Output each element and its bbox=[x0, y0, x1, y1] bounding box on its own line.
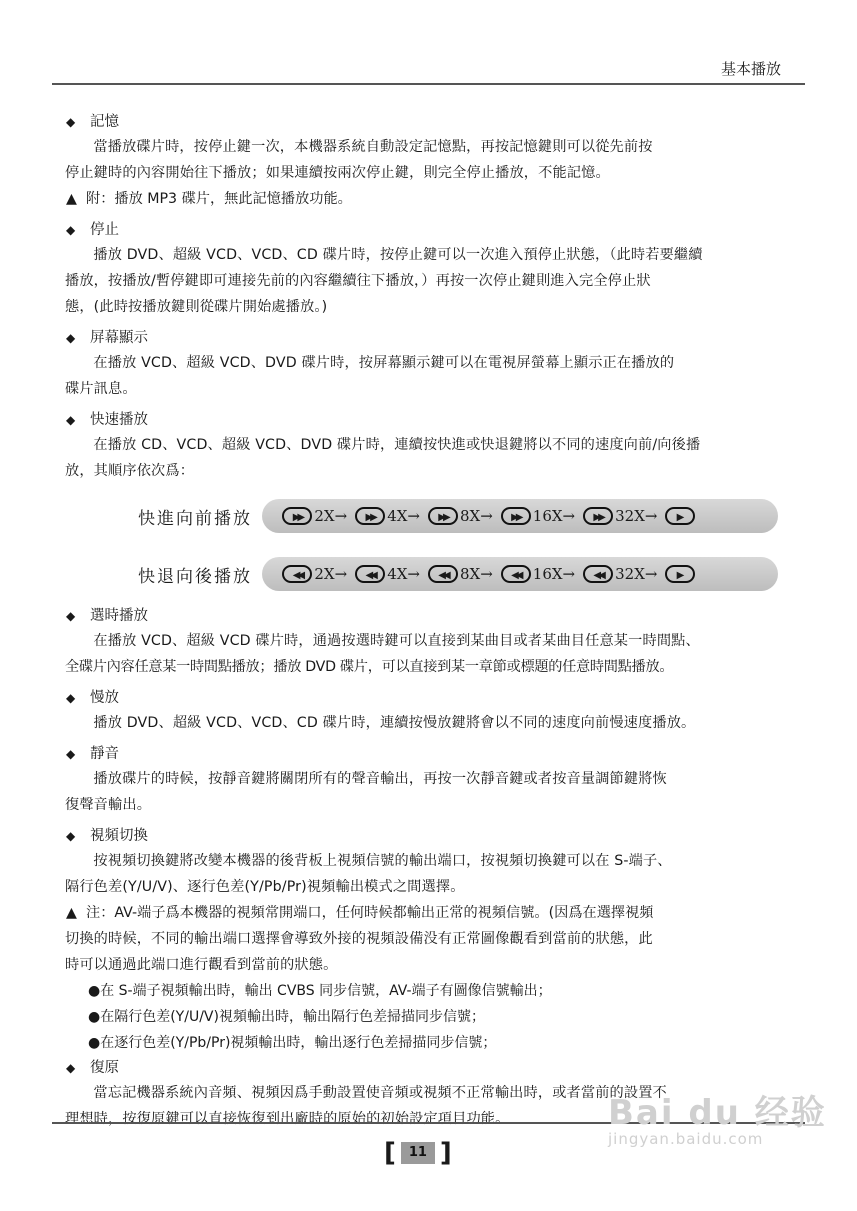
speed-value: 32X→ bbox=[615, 507, 658, 525]
diamond-bullet-icon: ◆ bbox=[66, 747, 76, 761]
play-icon: ▶ bbox=[665, 565, 695, 583]
diamond-bullet-icon: ◆ bbox=[66, 115, 76, 129]
warning-triangle-icon: ▲ bbox=[66, 191, 77, 207]
section-title-mute bbox=[66, 742, 778, 766]
fast-forward-icon: ▶▶ bbox=[428, 507, 458, 525]
speed-step bbox=[428, 565, 493, 583]
section-title-text: 視頻切換 bbox=[90, 828, 148, 844]
rewind-icon: ◀◀ bbox=[282, 565, 312, 583]
speed-value: 16X→ bbox=[532, 565, 576, 583]
section-title-text: 靜音 bbox=[90, 746, 119, 762]
fast-forward-row bbox=[138, 498, 778, 534]
section-title-stop bbox=[66, 218, 778, 242]
diamond-bullet-icon: ◆ bbox=[66, 829, 76, 843]
section-title-text: 快速播放 bbox=[90, 412, 148, 428]
speed-step bbox=[665, 507, 697, 525]
paragraph: 播放 DVD、超級 VCD、VCD、CD 碟片時，連續按慢放鍵將會以不同的速度向前慢速度播放。 bbox=[93, 715, 696, 731]
speed-value: 4X→ bbox=[387, 507, 420, 525]
list-item-text: 在隔行色差(Y/U/V)視頻輸出時，輸出隔行色差掃描同步信號； bbox=[100, 1009, 485, 1025]
diamond-bullet-icon: ◆ bbox=[66, 413, 76, 427]
paragraph: 在播放 CD、VCD、超級 VCD、DVD 碟片時，連續按快進或快退鍵將以不同的速度向前/向後播 bbox=[93, 437, 701, 453]
bullet-dot-icon: ● bbox=[88, 983, 101, 999]
page-header-title: 基本播放 bbox=[720, 60, 781, 78]
list-item bbox=[66, 1030, 778, 1056]
bullet-dot-icon: ● bbox=[88, 1009, 101, 1025]
speed-value: 8X→ bbox=[459, 565, 493, 583]
speed-step bbox=[501, 565, 575, 583]
fast-forward-label: 快進向前播放 bbox=[138, 508, 252, 529]
fast-forward-sequence bbox=[262, 499, 778, 533]
speed-step bbox=[583, 565, 657, 583]
fast-forward-icon: ▶▶ bbox=[355, 507, 385, 525]
paragraph: 放，其順序依次爲： bbox=[65, 463, 195, 479]
section-title-fast bbox=[66, 408, 778, 432]
bracket-left: [ bbox=[384, 1138, 396, 1168]
list-item-text: 在 S-端子視頻輸出時，輸出 CVBS 同步信號，AV-端子有圖像信號輸出； bbox=[100, 983, 552, 999]
paragraph: 當播放碟片時，按停止鍵一次，本機器系統自動設定記憶點，再按記憶鍵則可以從先前按 bbox=[93, 139, 653, 155]
watermark-url: jingyan.baidu.com bbox=[608, 1130, 764, 1148]
diamond-bullet-icon: ◆ bbox=[66, 223, 76, 237]
section-title-memory bbox=[66, 110, 778, 134]
page-number-value: 11 bbox=[401, 1142, 435, 1164]
paragraph: 播放碟片的時候，按靜音鍵將關閉所有的聲音輸出，再按一次靜音鍵或者按音量調節鍵將恢 bbox=[93, 771, 667, 787]
rewind-icon: ◀◀ bbox=[501, 565, 531, 583]
section-title-text: 復原 bbox=[90, 1060, 119, 1076]
warning-triangle-icon: ▲ bbox=[66, 905, 77, 921]
fast-backward-label: 快退向後播放 bbox=[138, 566, 252, 587]
paragraph: 碟片訊息。 bbox=[65, 381, 137, 397]
paragraph: 復聲音輸出。 bbox=[65, 797, 152, 813]
speed-step bbox=[665, 565, 697, 583]
section-title-display bbox=[66, 326, 778, 350]
paragraph: 隔行色差(Y/U/V)、逐行色差(Y/Pb/Pr)視頻輸出模式之間選擇。 bbox=[65, 879, 465, 895]
list-item bbox=[66, 1004, 778, 1030]
speed-value: 16X→ bbox=[532, 507, 576, 525]
paragraph: 播放，按播放/暫停鍵即可連接先前的內容繼續往下播放，）再按一次停止鍵則進入完全停止狀 bbox=[65, 273, 651, 289]
paragraph: 停止鍵時的內容開始往下播放；如果連續按兩次停止鍵，則完全停止播放，不能記憶。 bbox=[65, 165, 610, 181]
speed-step bbox=[282, 507, 347, 525]
section-title-text: 選時播放 bbox=[90, 608, 148, 624]
speed-step bbox=[501, 507, 575, 525]
section-title-text: 屏幕顯示 bbox=[90, 330, 148, 346]
section-title-video bbox=[66, 824, 778, 848]
note-memory bbox=[66, 186, 778, 212]
speed-value: 2X→ bbox=[314, 507, 348, 525]
section-title-time bbox=[66, 604, 778, 628]
speed-value: 2X→ bbox=[314, 565, 348, 583]
paragraph: 時可以通過此端口進行觀看到當前的狀態。 bbox=[65, 957, 338, 973]
diamond-bullet-icon: ◆ bbox=[66, 609, 76, 623]
diamond-bullet-icon: ◆ bbox=[66, 691, 76, 705]
list-item-text: 在逐行色差(Y/Pb/Pr)視頻輸出時，輸出逐行色差掃描同步信號； bbox=[100, 1035, 497, 1051]
watermark-brand: Bai du 经验 bbox=[608, 1093, 827, 1133]
paragraph: 播放 DVD、超級 VCD、VCD、CD 碟片時，按停止鍵可以一次進入預停止狀態，（此時若要繼續 bbox=[93, 247, 703, 263]
play-icon: ▶ bbox=[665, 507, 695, 525]
paragraph: 理想時，按復原鍵可以直接恢復到出廠時的原始的初始設定項目功能。 bbox=[65, 1111, 510, 1127]
paragraph: 在播放 VCD、超級 VCD、DVD 碟片時，按屏幕顯示鍵可以在電視屏螢幕上顯示正在播放的 bbox=[93, 355, 675, 371]
paragraph: 當忘記機器系統內音頻、視頻因爲手動設置使音頻或視頻不正常輸出時，或者當前的設置不 bbox=[93, 1085, 667, 1101]
page-number bbox=[384, 1138, 452, 1168]
section-title-slow bbox=[66, 686, 778, 710]
speed-value: 32X→ bbox=[615, 565, 658, 583]
speed-step bbox=[583, 507, 657, 525]
fast-forward-icon: ▶▶ bbox=[282, 507, 312, 525]
bullet-dot-icon: ● bbox=[88, 1035, 101, 1051]
speed-step bbox=[355, 565, 420, 583]
bracket-right: ] bbox=[439, 1138, 452, 1168]
paragraph: 全碟片內容任意某一時間點播放；播放 DVD 碟片，可以直接到某一章節或標題的任意時間點播放。 bbox=[65, 659, 674, 675]
list-item bbox=[66, 978, 778, 1004]
note-text: 附：播放 MP3 碟片，無此記憶播放功能。 bbox=[86, 191, 352, 207]
rewind-icon: ◀◀ bbox=[355, 565, 385, 583]
fast-backward-sequence bbox=[262, 557, 778, 591]
note-text: 注：AV-端子爲本機器的視頻常開端口，任何時候都輸出正常的視頻信號。(因爲在選擇視頻 bbox=[86, 905, 654, 921]
speed-step bbox=[282, 565, 347, 583]
diamond-bullet-icon: ◆ bbox=[66, 1061, 76, 1075]
paragraph: 切換的時候，不同的輸出端口選擇會導致外接的視頻設備没有正常圖像觀看到當前的狀態，此 bbox=[65, 931, 653, 947]
document-body bbox=[66, 104, 778, 1132]
speed-step bbox=[355, 507, 420, 525]
paragraph: 按視頻切換鍵將改變本機器的後背板上視頻信號的輸出端口，按視頻切換鍵可以在 S-端子、 bbox=[93, 853, 672, 869]
diamond-bullet-icon: ◆ bbox=[66, 331, 76, 345]
fast-forward-icon: ▶▶ bbox=[583, 507, 613, 525]
fast-backward-row bbox=[138, 556, 778, 592]
speed-value: 8X→ bbox=[459, 507, 493, 525]
header-divider bbox=[52, 83, 805, 85]
section-title-text: 慢放 bbox=[90, 690, 119, 706]
note-video bbox=[66, 900, 778, 926]
speed-value: 4X→ bbox=[387, 565, 420, 583]
watermark bbox=[608, 1085, 827, 1148]
speed-step bbox=[428, 507, 493, 525]
fast-forward-icon: ▶▶ bbox=[501, 507, 531, 525]
paragraph: 在播放 VCD、超級 VCD 碟片時，通過按選時鍵可以直接到某曲目或者某曲目任意某一時間點、 bbox=[93, 633, 700, 649]
section-title-text: 停止 bbox=[90, 222, 119, 238]
section-title-reset bbox=[66, 1056, 778, 1080]
rewind-icon: ◀◀ bbox=[583, 565, 613, 583]
section-title-text: 記憶 bbox=[90, 114, 119, 130]
rewind-icon: ◀◀ bbox=[428, 565, 458, 583]
paragraph: 態，(此時按播放鍵則從碟片開始處播放。) bbox=[65, 299, 328, 315]
